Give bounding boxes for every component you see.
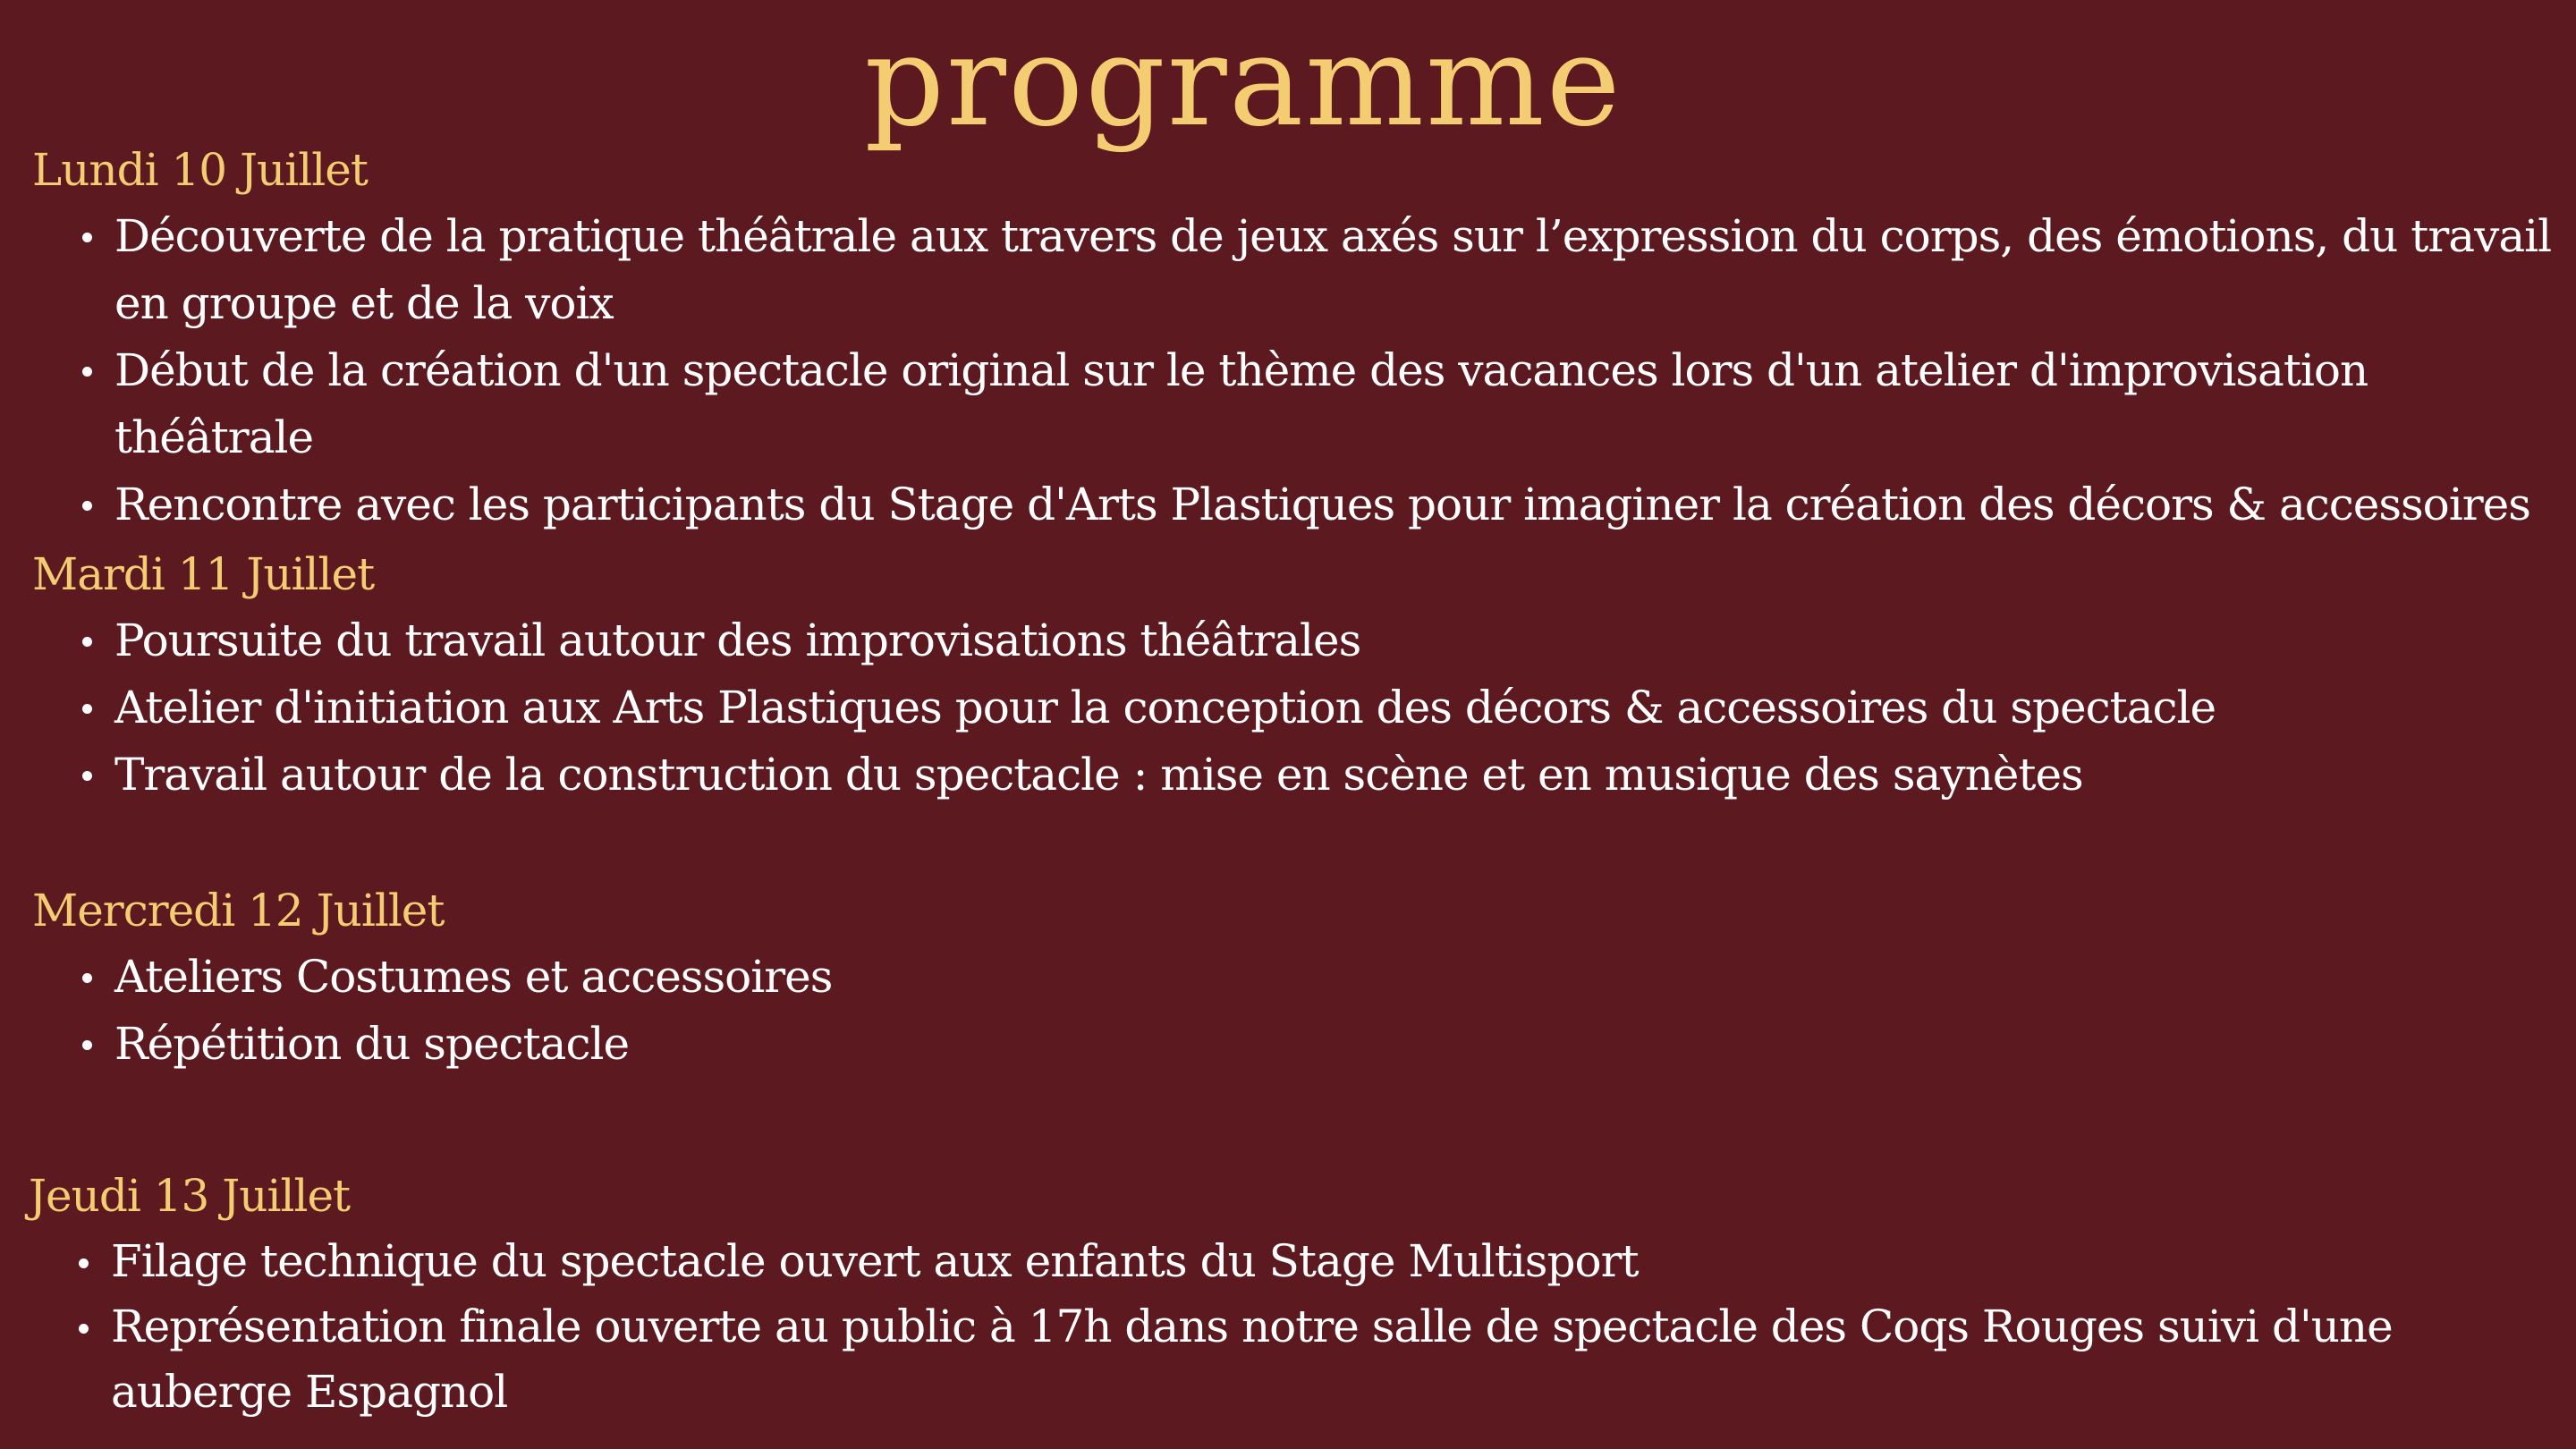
bullet-icon	[82, 233, 92, 242]
activity-list	[32, 944, 2555, 1078]
list-item	[32, 471, 2555, 538]
list-item-text: Filage technique du spectacle ouvert aux enfants du Stage Multisport	[111, 1235, 1639, 1287]
bullet-icon	[82, 501, 92, 511]
bullet-icon	[82, 704, 92, 714]
activity-list	[29, 1229, 2551, 1425]
list-item	[32, 741, 2555, 809]
list-item-text: Travail autour de la construction du spectacle : mise en scène et en musique des saynètes	[114, 749, 2083, 801]
day-section-jeudi	[29, 1163, 2551, 1425]
activity-list	[32, 203, 2555, 538]
list-item-text: Ateliers Costumes et accessoires	[114, 951, 833, 1003]
list-item-text: Découverte de la pratique théâtrale aux travers de jeux axés sur l’expression du corps, des émotions, du travail en groupe et de la voix	[114, 210, 2552, 329]
day-heading: Jeudi 13 Juillet	[29, 1170, 351, 1222]
list-item	[32, 607, 2555, 674]
bullet-icon	[82, 771, 92, 781]
page-title: programme	[864, 9, 1623, 155]
list-item	[32, 203, 2555, 337]
list-item-text: Atelier d'initiation aux Arts Plastiques pour la conception des décors & accessoires du spectacle	[114, 682, 2216, 733]
activity-list	[32, 607, 2555, 809]
day-heading: Mercredi 12 Juillet	[32, 885, 445, 936]
list-item	[29, 1229, 2551, 1294]
bullet-icon	[82, 637, 92, 647]
day-heading: Lundi 10 Juillet	[32, 144, 368, 196]
list-item	[32, 1011, 2555, 1078]
list-item-text: Poursuite du travail autour des improvisations théâtrales	[114, 614, 1361, 666]
list-item-text: Représentation finale ouverte au public à 17h dans notre salle de spectacle des Coqs Rouges suivi d'une auberge Espagnol	[111, 1301, 2393, 1418]
list-item-text: Répétition du spectacle	[114, 1018, 630, 1070]
list-item-text: Rencontre avec les participants du Stage d'Arts Plastiques pour imaginer la création des décors & accessoires	[114, 479, 2530, 530]
list-item-text: Début de la création d'un spectacle original sur le thème des vacances lors d'un atelier d'improvisation théâtrale	[114, 344, 2368, 463]
bullet-icon	[82, 1040, 92, 1050]
bullet-icon	[82, 367, 92, 377]
day-section-mercredi	[32, 877, 2555, 1078]
list-item	[32, 944, 2555, 1011]
day-section-lundi	[32, 137, 2555, 538]
bullet-icon	[79, 1258, 89, 1268]
bullet-icon	[82, 973, 92, 983]
day-section-mardi	[32, 541, 2555, 809]
list-item	[29, 1294, 2551, 1425]
bullet-icon	[79, 1324, 89, 1334]
day-heading: Mardi 11 Juillet	[32, 548, 375, 600]
list-item	[32, 674, 2555, 741]
list-item	[32, 337, 2555, 471]
